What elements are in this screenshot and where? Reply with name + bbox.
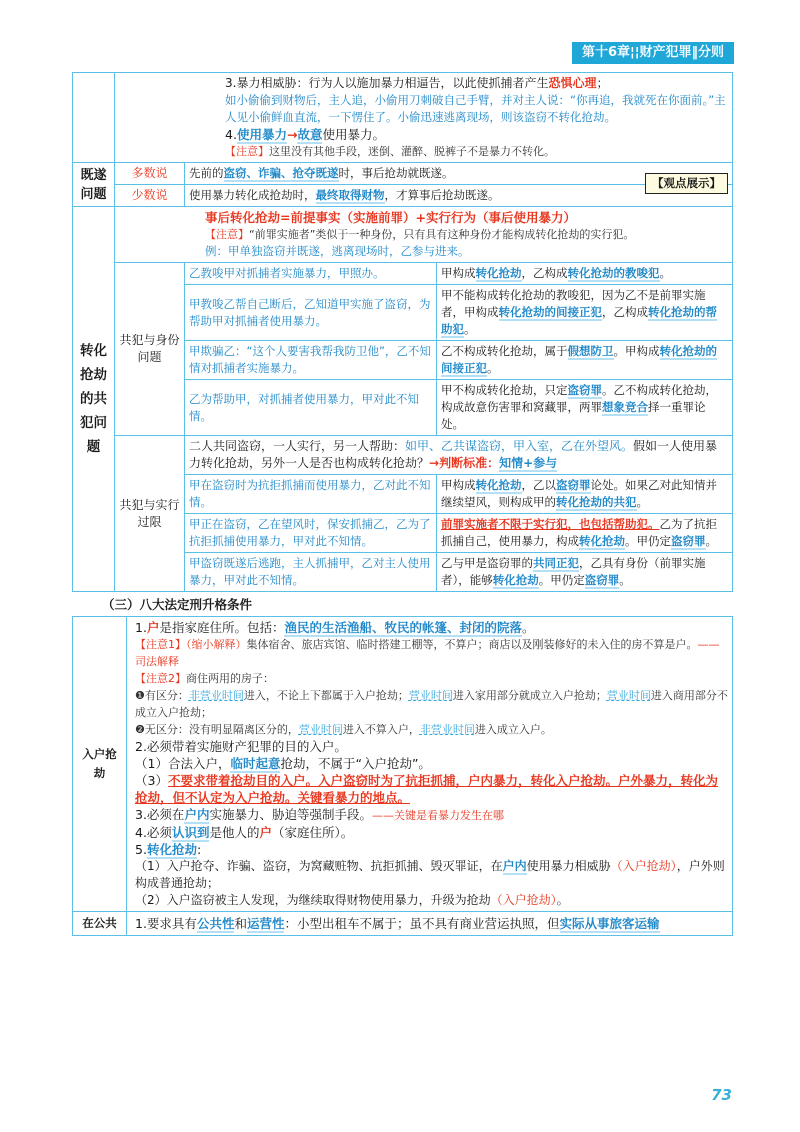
n4a: ❷无区分：没有明显隔离区分的， — [135, 723, 299, 736]
gg-c: 和 — [234, 916, 247, 931]
e3a: 乙与甲是盗窃罪的 — [441, 556, 533, 570]
p5k: 。 — [556, 893, 569, 907]
n3e: 进入家用部分就成立入户抢劫； — [452, 689, 607, 702]
c3r2: 假想防卫 — [567, 344, 614, 358]
c4r1: 甲不构成转化抢劫，只定 — [441, 383, 568, 397]
gg-b: 公共性 — [196, 916, 235, 931]
e1a: 甲构成 — [441, 478, 476, 492]
p2d: （3） — [135, 773, 168, 788]
n1c: ——司法解释 — [135, 638, 720, 668]
p2b: 临时起意 — [230, 756, 281, 771]
case2-left: 甲教唆乙帮自己断后，乙知道甲实施了盗窃，为帮助甲对抓捕者使用暴力。 — [185, 285, 437, 341]
example-line: 例：甲单独盗窃并既遂，逃离现场时，乙参与进来。 — [205, 244, 470, 258]
ex-b: 如甲、乙共谋盗窃，甲入室，乙在外望风。 — [405, 439, 634, 453]
case3-left: 甲欺骗乙：“这个人要害我帮我防卫他”，乙不知情对抓捕者实施暴力。 — [185, 341, 437, 380]
item4-num: 4. — [225, 127, 237, 142]
ex-case3-left: 甲盗窃既遂后逃跑，主人抓捕甲，乙对主人使用暴力，甲对此不知情。 — [185, 553, 437, 592]
p5h: ，户外则构成普通抢劫； — [135, 859, 725, 890]
p5b: 转化抢劫 — [146, 842, 197, 857]
note2-text: “前罪实施者”类似于一种身份，只有具有这种身份才能构成转化抢劫的实行犯。 — [249, 228, 635, 241]
excess-sublabel: 共犯与实行过限 — [115, 436, 185, 592]
gg-d: 运营性 — [246, 916, 285, 931]
e2c: 转化抢劫 — [579, 534, 625, 548]
p1c: 是指家庭住所。包括： — [159, 620, 285, 635]
p3a: 3.必须在 — [135, 807, 185, 822]
c4r5: 择一重罪论处。 — [441, 400, 706, 431]
minority-c: ，才算事后抢劫既遂。 — [384, 188, 500, 202]
p5d: （1）入户抢夺、诈骗、盗窃，为窝藏赃物、抗拒抓捕、毁灭罪证，在 — [135, 859, 503, 873]
n1a: （缩小解释） — [186, 638, 247, 651]
intent-keyword: 故意 — [297, 127, 323, 142]
gonggong-label: 在公共 — [73, 912, 127, 936]
gongfan-label: 转化抢劫的共犯问题 — [73, 207, 115, 592]
p1e: 。 — [521, 620, 535, 635]
c1r3: ，乙构成 — [521, 266, 568, 280]
e2e: 盗窃罪 — [671, 534, 706, 548]
p1a: 1. — [135, 620, 147, 635]
p4e: （家庭住所）。 — [271, 825, 354, 840]
c1r4: 转化抢劫的教唆犯 — [567, 266, 660, 280]
n4b: 营业时间 — [298, 723, 343, 736]
n4e: 进入成立入户。 — [474, 723, 552, 736]
fear-keyword: 恐惧心理 — [548, 76, 597, 90]
p5a: 5. — [135, 842, 147, 857]
main-table — [72, 72, 733, 592]
e3d: 转化抢劫 — [492, 573, 539, 587]
p2e: 不要求带着抢劫目的入户。入户盗窃时为了抗拒抓捕，户内暴力，转化入户抢劫。户外暴力，转化为抢劫，但不认定为入户抢劫。关键看暴力的地点。 — [135, 773, 718, 805]
gongfan-intro — [115, 207, 733, 263]
violence-threat-block — [115, 73, 733, 163]
use-violence-keyword: 使用暴力 — [236, 127, 287, 142]
case4-left: 乙为帮助甲，对抓捕者使用暴力，甲对此不知情。 — [185, 380, 437, 436]
minority-label: 少数说 — [115, 185, 185, 207]
n1tag: 【注意1】 — [135, 638, 186, 651]
p5c: : — [196, 842, 202, 857]
note-text: 这里没有其他手段，迷倒、灌醉、脱裤子不是暴力不转化。 — [269, 145, 555, 158]
c2r5: 。 — [464, 322, 476, 336]
threat-text: 3.暴力相威胁：行为人以施加暴力相逼告，以此使抓捕者产生 — [225, 76, 549, 90]
gonggong-content — [127, 912, 733, 936]
e3b: 共同正犯 — [533, 556, 579, 570]
majority-c: 时，事后抢劫就既遂。 — [338, 166, 454, 180]
p5f: 使用暴力相威胁 — [526, 859, 611, 873]
c3r3: 。甲构成 — [613, 344, 660, 358]
minority-keyword: 最终取得财物 — [315, 188, 385, 202]
viewpoint-badge: 【观点展示】 — [645, 173, 728, 194]
n3g: 进入商用部分不成立入户抢劫； — [135, 689, 728, 719]
p4b: 认识到 — [171, 825, 210, 840]
content-sheet — [72, 72, 732, 936]
c4r3: 。乙不构成转化抢劫，构成故意伤害罪和窝藏罪，两罪 — [441, 383, 717, 414]
case1-right — [437, 263, 733, 285]
majority-keyword: 盗窃、诈骗、抢夺既遂 — [223, 166, 339, 180]
ex-case2-left: 甲正在盗窃，乙在望风时，保安抓捕乙，乙为了抗拒抓捕使用暴力，甲对此不知情。 — [185, 514, 437, 553]
chapter-header: 第十6章¦¦财产犯罪‖分则 — [572, 42, 734, 64]
ex-case1-right — [437, 475, 733, 514]
arrow: → — [286, 127, 298, 142]
formula-body: =前提事实（实施前罪）+实行行为（事后使用暴力） — [280, 210, 576, 225]
p4d: 户 — [259, 825, 272, 840]
gg-a: 1.要求具有 — [135, 916, 197, 931]
threat-end: ； — [596, 76, 609, 90]
c4r2: 盗窃罪 — [567, 383, 602, 397]
p4a: 4.必须 — [135, 825, 172, 840]
gg-f: 实际从事旅客运输 — [559, 916, 660, 931]
ex-a: 二人共同盗窃，一人实行，另一人帮助： — [189, 439, 406, 453]
c3r1: 乙不构成转化抢劫，属于 — [441, 344, 568, 358]
n3b: 非营业时间 — [188, 689, 244, 702]
e1c: ，乙以 — [521, 478, 556, 492]
c1r2: 转化抢劫 — [475, 266, 522, 280]
e2f: 。 — [705, 534, 717, 548]
c4r4: 想象竞合 — [602, 400, 648, 414]
e2a: 前罪实施者不限于实行犯，也包括帮助犯。 — [441, 517, 660, 531]
e3e: 。甲仍定 — [538, 573, 585, 587]
p5e: 户内 — [502, 859, 527, 873]
n2tag: 【注意2】 — [135, 672, 186, 685]
case3-right — [437, 341, 733, 380]
p3d: ——关键是看暴力发生在哪 — [371, 809, 504, 822]
case2-right — [437, 285, 733, 341]
formula-head: 事后转化抢劫 — [205, 210, 281, 225]
case4-right — [437, 380, 733, 436]
majority-label: 多数说 — [115, 163, 185, 185]
note-tag: 【注意】 — [225, 145, 269, 158]
e1g: 。 — [636, 495, 648, 509]
e3g: 。 — [619, 573, 631, 587]
p2: 2.必须带着实施财产犯罪的目的入户。 — [135, 739, 347, 754]
minority-text — [185, 176, 733, 207]
ruhu-content — [127, 617, 733, 912]
p5j: （入户抢劫） — [490, 893, 557, 907]
section-title: （三）八大法定刑升格条件 — [102, 597, 253, 612]
c2r2: 转化抢劫的间接正犯 — [498, 305, 602, 319]
p2c: 抢劫，不属于“入户抢劫”。 — [280, 756, 431, 771]
page-number: 73 — [711, 1086, 732, 1104]
n1b: 集体宿舍、旅店宾馆、临时搭建工棚等，不算户；商店以及刚装修好的未入住的房不算是户。 — [246, 638, 698, 651]
ex-case1-left: 甲在盗窃时为抗拒抓捕而使用暴力，乙对此不知情。 — [185, 475, 437, 514]
p3c: 实施暴力、胁迫等强制手段。 — [209, 807, 372, 822]
minority-a: 使用暴力转化成抢劫时， — [189, 188, 316, 202]
ex-case2-right — [437, 514, 733, 553]
excess-intro — [185, 436, 733, 475]
p2a: （1）合法入户， — [135, 756, 231, 771]
p3b: 户内 — [184, 807, 210, 822]
c1r5: 。 — [659, 266, 671, 280]
n2: 商住两用的房子： — [186, 672, 274, 685]
note2-tag: 【注意】 — [205, 228, 249, 241]
c1r1: 甲构成 — [441, 266, 476, 280]
example-text: 如小偷偷到财物后，主人追，小偷用刀刺破自己手臂，并对主人说：“你再追，我就死在你面前。”主人见小偷鲜血直流，一下愣住了。小偷迅速逃离现场，则该盗窃不转化抢劫。 — [225, 93, 726, 124]
e1e: 论处。如果乙对此知情并继续望风，则构成甲的 — [441, 478, 717, 509]
majority-a: 先前的 — [189, 166, 224, 180]
hu-keyword: 户 — [146, 620, 160, 635]
p5i: （2）入户盗窃被主人发现，为继续取得财物使用暴力，升级为抢劫 — [135, 893, 491, 907]
ex-arrow: →判断标准： — [429, 456, 500, 470]
e1b: 转化抢劫 — [475, 478, 522, 492]
e2d: 。甲仍定 — [625, 534, 671, 548]
p1d: 渔民的生活渔船、牧民的帐篷、封闭的院落 — [284, 620, 522, 635]
e3f: 盗窃罪 — [584, 573, 620, 587]
gg-e: ：小型出租车不属于；虽不具有商业营运执照，但 — [284, 916, 560, 931]
ruhu-table — [72, 616, 733, 936]
n4d: 非营业时间 — [419, 723, 475, 736]
c2r1: 甲不能构成转化抢劫的教唆犯，因为乙不是前罪实施者，甲构成 — [441, 288, 706, 319]
e3c: ，乙具有身份（前罪实施者），能够 — [441, 556, 706, 587]
n3a: ❶有区分： — [135, 689, 189, 702]
n3c: 进入，不论上下都属于入户抢劫； — [243, 689, 409, 702]
p5g: （入户抢劫） — [610, 859, 677, 873]
e1d: 盗窃罪 — [556, 478, 591, 492]
p4c: 是他人的 — [209, 825, 260, 840]
n3d: 营业时间 — [408, 689, 453, 702]
e2b: 乙为了抗拒抓捕自己，使用暴力，构成 — [441, 517, 717, 548]
c3r4: 转化抢劫的间接正犯 — [441, 344, 717, 375]
ex-case3-right — [437, 553, 733, 592]
case1-left: 乙教唆甲对抓捕者实施暴力，甲照办。 — [185, 263, 437, 285]
ruhu-label: 入户抢劫 — [73, 617, 127, 912]
jisui-label: 既遂问题 — [73, 163, 115, 207]
c2r3: ，乙构成 — [602, 305, 648, 319]
e1f: 转化抢劫的共犯 — [556, 495, 637, 509]
identity-sublabel: 共犯与身份问题 — [115, 263, 185, 436]
blank-label-cell — [73, 73, 115, 163]
n3f: 营业时间 — [606, 689, 651, 702]
c3r5: 。 — [487, 361, 499, 375]
n4c: 进入不算入户， — [342, 723, 420, 736]
item4-end: 使用暴力。 — [322, 127, 385, 142]
c2r4: 转化抢劫的帮助犯 — [441, 305, 717, 336]
ex-c: 假如一人使用暴力转化抢劫，另外一人是否也构成转化抢劫？ — [189, 439, 718, 470]
ex-d: 知情+参与 — [499, 456, 558, 470]
